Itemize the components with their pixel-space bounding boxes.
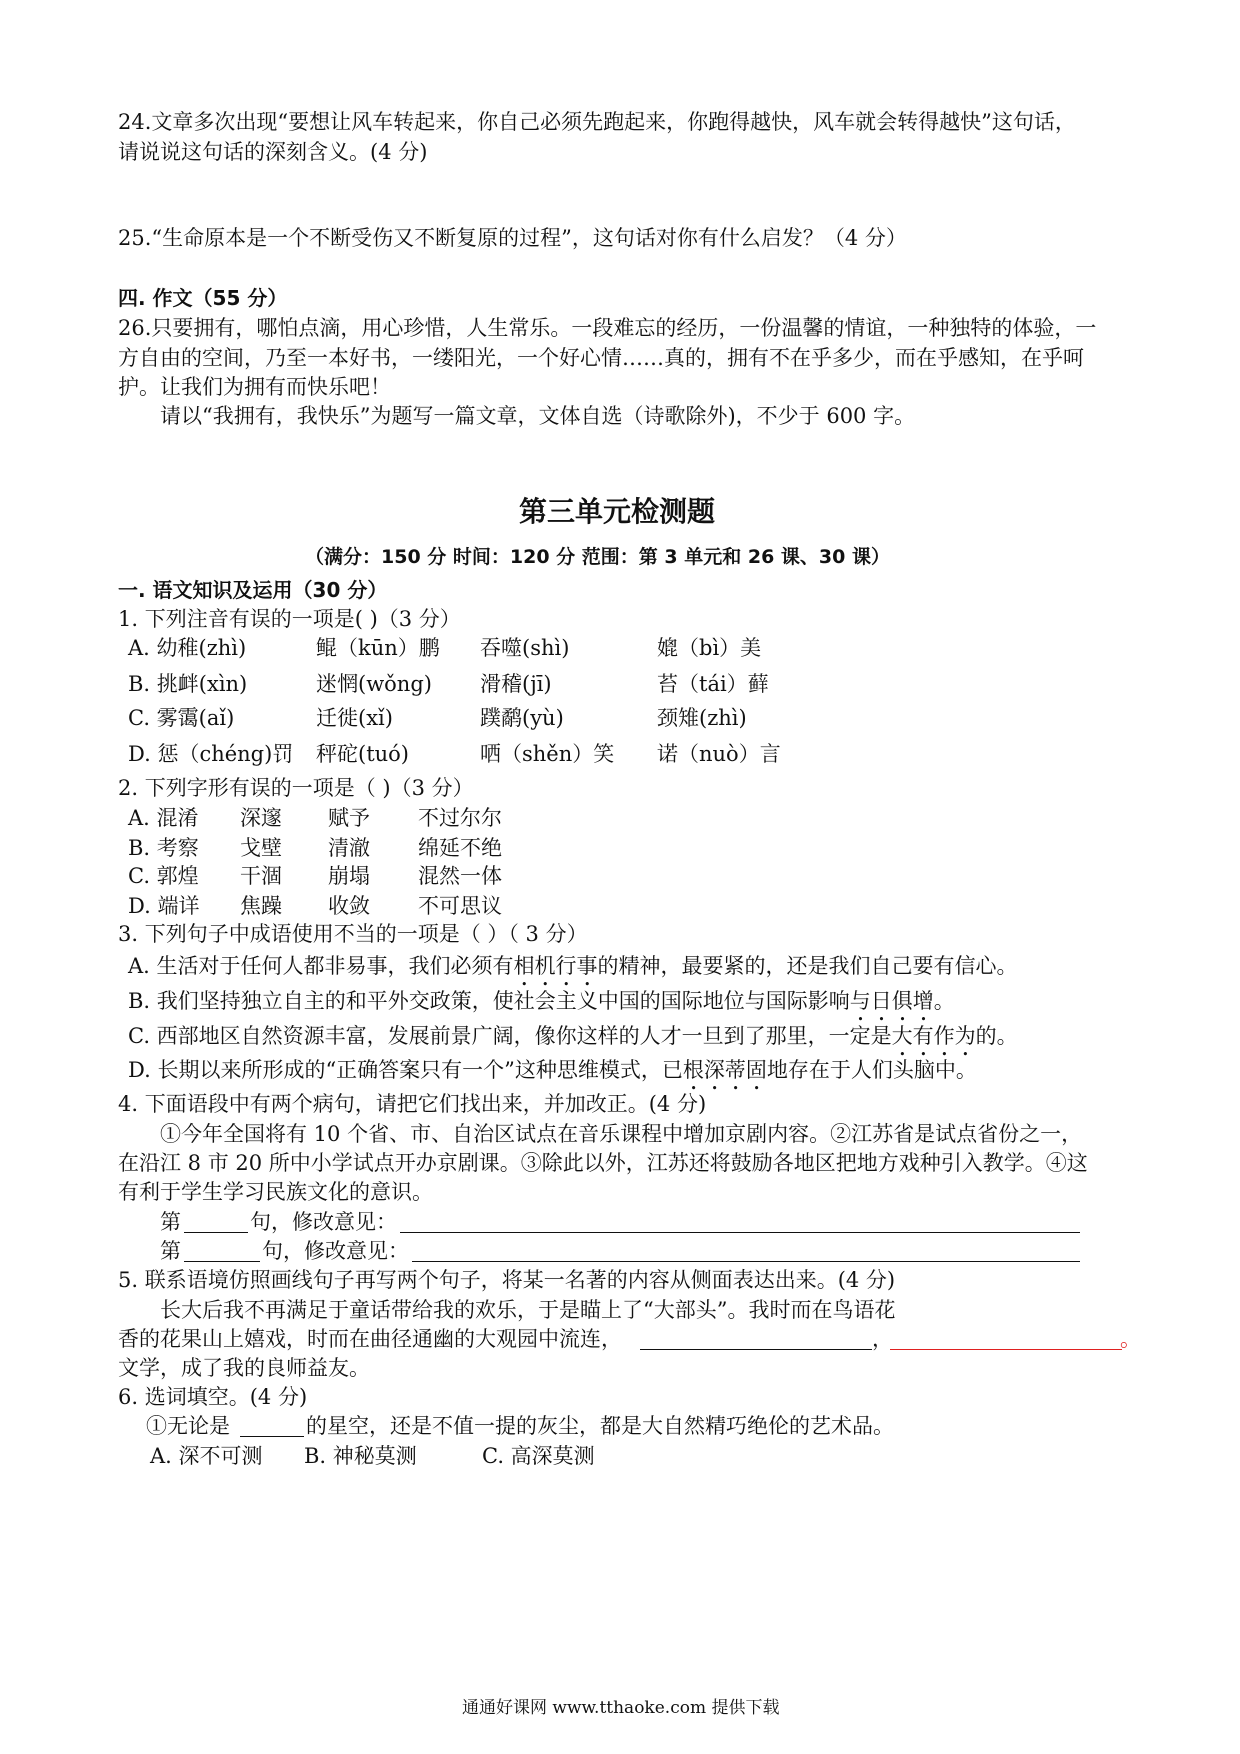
q6-blank-1[interactable]: [240, 1436, 304, 1437]
essay-line2: 方自由的空间，乃至一本好书，一缕阳光，一个好心情……真的，拥有不在乎多少，而在乎感知，在乎呵: [118, 346, 1084, 370]
q4-answer-1-label: 句，修改意见：: [250, 1210, 397, 1234]
q1-b-4: 苔（tái）藓: [657, 672, 769, 696]
q4-answer-2-sentence-blank[interactable]: [184, 1261, 260, 1262]
q2-b-2: 戈壁: [240, 836, 282, 860]
q1-c-3: 蹼鹬(yù): [480, 706, 564, 730]
q4-answer-1-sentence-blank[interactable]: [184, 1232, 248, 1233]
q2-b-4: 绵延不绝: [418, 836, 502, 860]
q3-c-idiom: 大有作为: [891, 1024, 976, 1048]
essay-prompt: 请以“我拥有，我快乐”为题写一篇文章，文体自选（诗歌除外)，不少于 600 字。: [160, 404, 916, 428]
q6-stem: 6. 选词填空。(4 分): [118, 1385, 308, 1409]
q1-c-4: 颈雉(zhì): [657, 706, 747, 730]
q2-c-4: 混然一体: [418, 864, 502, 888]
q2-d-2: 焦躁: [240, 894, 282, 918]
q1-d-2: 秤砣(tuó): [316, 742, 409, 766]
q4-stem: 4. 下面语段中有两个病句，请把它们找出来，并加改正。(4 分): [118, 1092, 707, 1116]
q2-c-2: 干涸: [240, 864, 282, 888]
q6-sentence-1-pre: ①无论是: [146, 1414, 230, 1438]
q1-a-2: 鲲（kūn）鹏: [316, 636, 440, 660]
q2-d-1: D. 端详: [128, 894, 200, 918]
unit-subtitle: （满分：150 分 时间：120 分 范围：第 3 单元和 26 课、30 课）: [305, 546, 890, 568]
q1-stem: 1. 下列注音有误的一项是( )（3 分）: [118, 607, 461, 631]
q5-blank-2[interactable]: [890, 1349, 1122, 1350]
q1-d-3: 哂（shěn）笑: [480, 742, 615, 766]
q4-para-1: ①今年全国将有 10 个省、市、自治区试点在音乐课程中增加京剧内容。②江苏省是试点省份之一，: [160, 1122, 1083, 1146]
q4-answer-1-blank[interactable]: [400, 1232, 1080, 1233]
q2-a-2: 深邃: [240, 806, 282, 830]
q3-stem: 3. 下列句子中成语使用不当的一项是（ ）（ 3 分）: [118, 922, 588, 946]
q2-stem: 2. 下列字形有误的一项是（ )（3 分）: [118, 776, 474, 800]
q6-option-a: A. 深不可测: [150, 1444, 263, 1468]
q1-b-3: 滑稽(jī): [480, 672, 552, 696]
q2-a-1: A. 混淆: [128, 806, 199, 830]
essay-line3: 护。让我们为拥有而快乐吧！: [118, 375, 391, 399]
q5-para-1: 长大后我不再满足于童话带给我的欢乐，于是瞄上了“大部头”。我时而在鸟语花: [160, 1298, 896, 1322]
q2-a-3: 赋予: [328, 806, 370, 830]
q6-sentence-1-post: 的星空，还是不值一提的灰尘，都是大自然精巧绝伦的艺术品。: [306, 1414, 894, 1438]
q24-line1: 24.文章多次出现“要想让风车转起来，你自己必须先跑起来，你跑得越快，风车就会转得越快”这句话，: [118, 110, 1076, 134]
q1-b-2: 迷惘(wǒng): [316, 672, 432, 696]
page-footer: 通通好课网 www.tthaoke.com 提供下载: [462, 1698, 780, 1718]
q3-d-idiom: 根深蒂固: [682, 1058, 767, 1082]
q3-option-a: A. 生活对于任何人都非易事，我们必须有相机行事的精神，最要紧的，还是我们自己要有信心。: [128, 954, 1018, 978]
q3-a-idiom: 相机行事: [513, 954, 598, 978]
q4-answer-2-blank[interactable]: [412, 1261, 1080, 1262]
q1-a-4: 媲（bì）美: [657, 636, 762, 660]
q1-b-1: B. 挑衅(xìn): [128, 672, 248, 696]
q3-option-d: D. 长期以来所形成的“正确答案只有一个”这种思维模式，已根深蒂固地存在于人们头脑中。: [128, 1058, 977, 1082]
q5-para-2: 香的花果山上嬉戏，时而在曲径通幽的大观园中流连，: [118, 1327, 622, 1351]
q2-d-3: 收敛: [328, 894, 370, 918]
q3-option-b: B. 我们坚持独立自主的和平外交政策，使社会主义中国的国际地位与国际影响与日俱增。: [128, 989, 955, 1013]
q5-blank-1[interactable]: [640, 1349, 872, 1350]
q1-c-1: C. 雾霭(aǐ): [128, 706, 235, 730]
q5-stem: 5. 联系语境仿照画线句子再写两个句子，将某一名著的内容从侧面表达出来。(4 分): [118, 1268, 896, 1292]
q4-para-2: 在沿江 8 市 20 所中小学试点开办京剧课。③除此以外，江苏还将鼓励各地区把地方戏种引入教学。④这: [118, 1151, 1088, 1175]
q2-b-3: 清澈: [328, 836, 370, 860]
q6-option-c: C. 高深莫测: [482, 1444, 595, 1468]
q5-comma: ，: [872, 1327, 893, 1351]
unit-title: 第三单元检测题: [519, 495, 716, 528]
section1-heading: 一. 语文知识及运用（30 分）: [118, 578, 388, 602]
q2-c-1: C. 郭煌: [128, 864, 199, 888]
q2-d-4: 不可思议: [418, 894, 502, 918]
q4-answer-2-label: 句，修改意见：: [262, 1239, 409, 1263]
q5-period: 。: [1120, 1327, 1141, 1351]
q3-option-c: C. 西部地区自然资源丰富，发展前景广阔，像你这样的人才一旦到了那里，一定是大有作为的。: [128, 1024, 1018, 1048]
q1-c-2: 迁徙(xǐ): [316, 706, 393, 730]
q4-answer-1-pre: 第: [160, 1210, 181, 1234]
essay-heading: 四. 作文（55 分）: [118, 286, 288, 310]
q1-a-1: A. 幼稚(zhì): [128, 636, 247, 660]
q4-answer-2-pre: 第: [160, 1239, 181, 1263]
q1-d-4: 诺（nuò）言: [657, 742, 781, 766]
q25-text: 25.“生命原本是一个不断受伤又不断复原的过程”，这句话对你有什么启发？（4 分）: [118, 226, 907, 250]
q24-line2: 请说说这句话的深刻含义。(4 分): [118, 140, 428, 164]
q1-a-3: 吞噬(shì): [480, 636, 570, 660]
q3-b-idiom: 与日俱增: [849, 989, 934, 1013]
essay-line1: 26.只要拥有，哪怕点滴，用心珍惜，人生常乐。一段难忘的经历，一份温馨的情谊，一种独特的体验，一: [118, 316, 1097, 340]
q1-d-1: D. 惩（chéng)罚: [128, 742, 294, 766]
q2-b-1: B. 考察: [128, 836, 199, 860]
q2-a-4: 不过尔尔: [418, 806, 502, 830]
q2-c-3: 崩塌: [328, 864, 370, 888]
q4-para-3: 有利于学生学习民族文化的意识。: [118, 1180, 433, 1204]
q6-option-b: B. 神秘莫测: [304, 1444, 417, 1468]
q5-para-3: 文学，成了我的良师益友。: [118, 1356, 370, 1380]
